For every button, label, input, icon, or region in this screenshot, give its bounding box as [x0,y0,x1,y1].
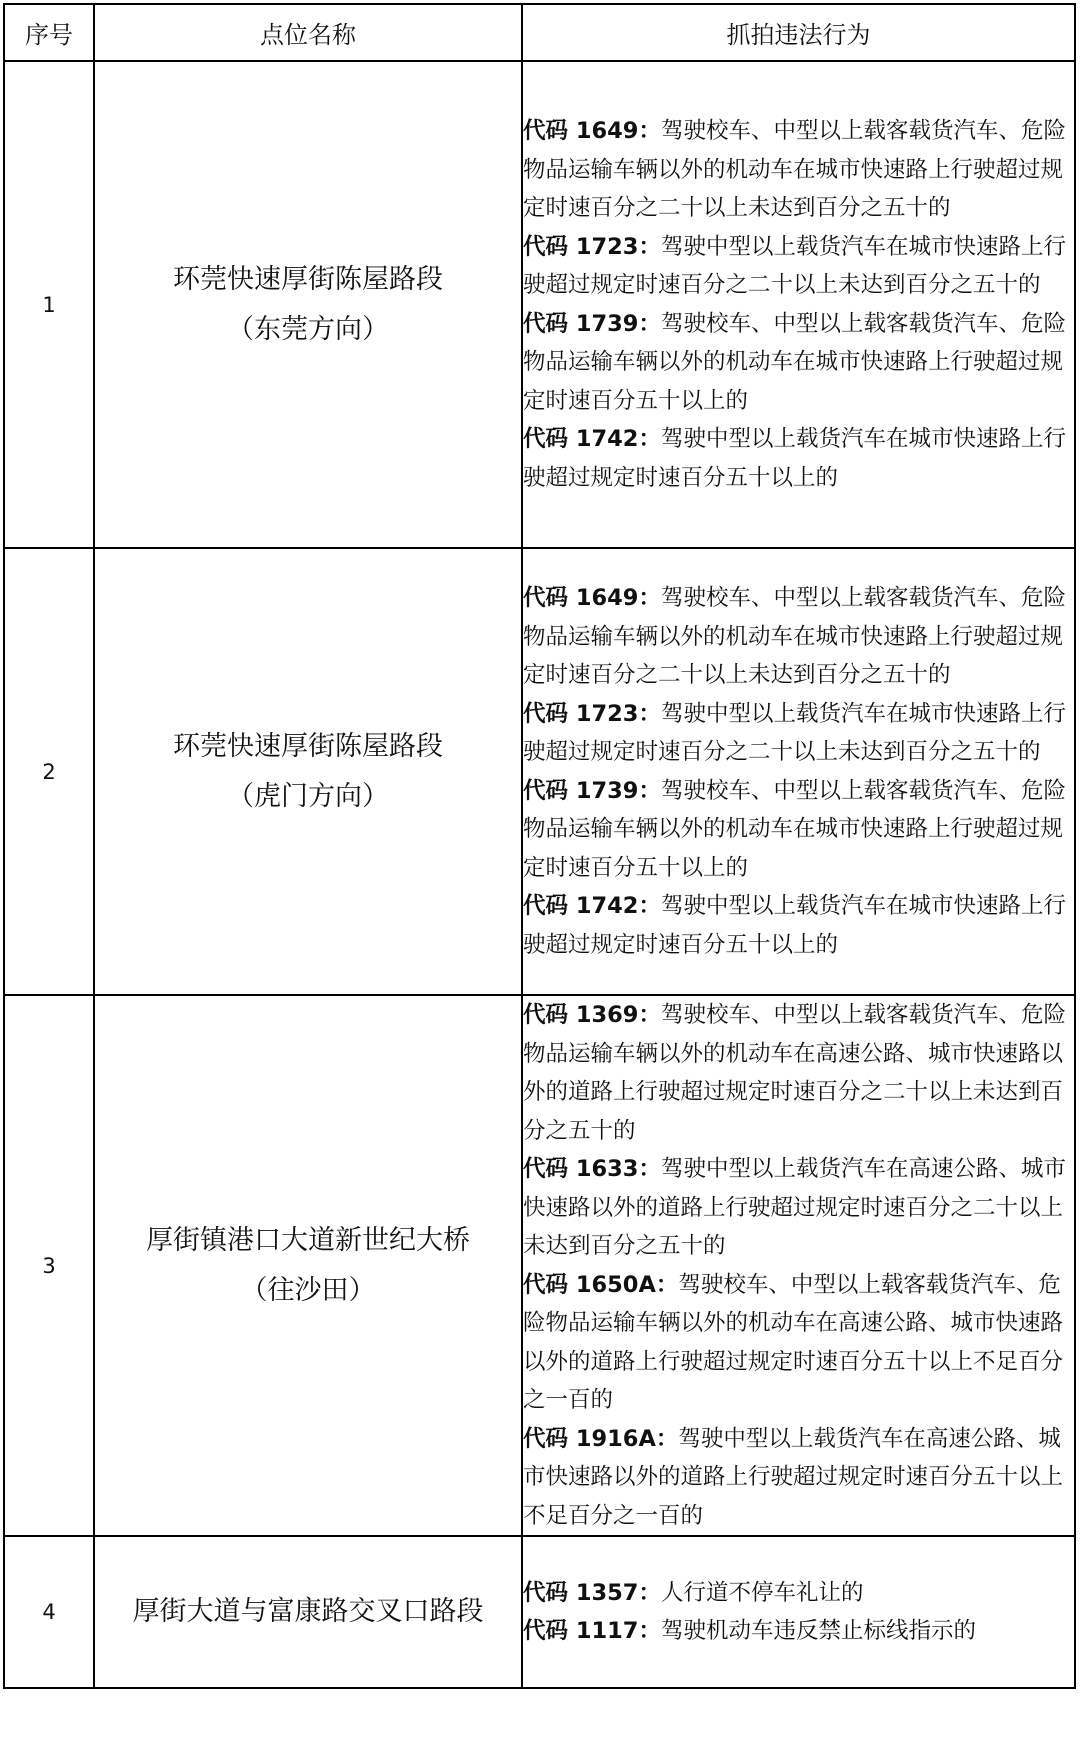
violation-code: 代码 1650A： [523,1271,679,1298]
violation-entry [523,1150,1074,1266]
violation-text: 驾驶中型以上载货汽车在城市快速路上行驶超过规定时速百分五十以上的 [523,893,1066,958]
location-cell [94,548,522,995]
violation-code: 代码 1117： [523,1618,661,1644]
violation-text: 驾驶中型以上载货汽车在高速公路、城市快速路以外的道路上行驶超过规定时速百分五十以上不足百分之一百的 [523,1425,1064,1529]
violations-table [3,3,1076,1689]
violation-entry [523,996,1074,1150]
violation-code: 代码 1742： [523,426,661,452]
violation-entry [523,579,1074,695]
violation-code: 代码 1723： [523,700,661,727]
header-no: 序号 [4,4,94,61]
violation-text: 驾驶校车、中型以上载客载货汽车、危险物品运输车辆以外的机动车在城市快速路上行驶超过规定时速百分之二十以上未达到百分之五十的 [523,585,1066,688]
violation-code: 代码 1739： [523,310,661,337]
row-number: 3 [4,995,94,1536]
header-behavior: 抓拍违法行为 [522,4,1075,61]
violation-text: 驾驶校车、中型以上载客载货汽车、危险物品运输车辆以外的机动车在城市快速路上行驶超过规定时速百分之二十以上未达到百分之五十的 [523,118,1066,221]
violation-text: 驾驶中型以上载货汽车在城市快速路上行驶超过规定时速百分之二十以上未达到百分之五十的 [523,233,1066,298]
violation-entry [523,695,1074,772]
violation-code: 代码 1649： [523,118,661,144]
location-cell [94,1536,522,1688]
row-number: 1 [4,61,94,548]
violation-entry [523,112,1074,228]
violation-code: 代码 1723： [523,233,661,260]
behavior-cell [522,61,1075,548]
behavior-cell [522,548,1075,995]
header-row [4,4,1075,61]
behavior-cell [522,995,1075,1536]
table-row [4,995,1075,1536]
row-number: 2 [4,548,94,995]
violation-entry [523,228,1074,305]
violation-code: 代码 1369： [523,1002,661,1028]
header-location: 点位名称 [94,4,522,61]
violation-entry [523,772,1074,888]
violation-entry [523,887,1074,964]
violation-code: 代码 1633： [523,1156,661,1182]
location-direction: （东莞方向） [227,313,389,345]
violation-code: 代码 1916A： [523,1425,679,1452]
violation-entry [523,1420,1074,1536]
location-direction: （虎门方向） [227,780,389,812]
violation-text: 人行道不停车礼让的 [660,1579,864,1606]
behavior-cell [522,1536,1075,1688]
row-number: 4 [4,1536,94,1688]
violation-text: 驾驶校车、中型以上载客载货汽车、危险物品运输车辆以外的机动车在城市快速路上行驶超过规定时速百分五十以上的 [523,310,1066,414]
location-name: 环莞快速厚街陈屋路段 [173,730,443,762]
violation-text: 驾驶中型以上载货汽车在高速公路、城市快速路以外的道路上行驶超过规定时速百分之二十以上未达到百分之五十的 [523,1156,1066,1259]
violation-text: 驾驶校车、中型以上载客载货汽车、危险物品运输车辆以外的机动车在高速公路、城市快速路以外的道路上行驶超过规定时速百分五十以上不足百分之一百的 [523,1271,1064,1413]
violation-code: 代码 1742： [523,893,661,919]
table-row [4,548,1075,995]
violation-entry [523,1612,1074,1651]
violation-entry [523,1266,1074,1420]
violation-text: 驾驶机动车违反禁止标线指示的 [660,1618,976,1644]
violation-text: 驾驶中型以上载货汽车在城市快速路上行驶超过规定时速百分之二十以上未达到百分之五十的 [523,700,1066,765]
location-cell [94,995,522,1536]
violation-entry [523,1574,1074,1613]
violation-code: 代码 1649： [523,585,661,611]
violation-entry [523,305,1074,421]
location-name: 厚街镇港口大道新世纪大桥 [146,1224,470,1256]
table-row [4,61,1075,548]
violation-code: 代码 1739： [523,777,661,804]
location-direction: （往沙田） [240,1274,376,1306]
location-cell [94,61,522,548]
violation-text: 驾驶校车、中型以上载客载货汽车、危险物品运输车辆以外的机动车在高速公路、城市快速路以外的道路上行驶超过规定时速百分之二十以上未达到百分之五十的 [523,1002,1066,1144]
table-row [4,1536,1075,1688]
location-name: 环莞快速厚街陈屋路段 [173,263,443,295]
location-name: 厚街大道与富康路交叉口路段 [132,1596,484,1627]
violation-code: 代码 1357： [523,1579,661,1606]
violation-text: 驾驶中型以上载货汽车在城市快速路上行驶超过规定时速百分五十以上的 [523,426,1066,491]
violation-entry [523,420,1074,497]
violation-text: 驾驶校车、中型以上载客载货汽车、危险物品运输车辆以外的机动车在城市快速路上行驶超过规定时速百分五十以上的 [523,777,1066,881]
